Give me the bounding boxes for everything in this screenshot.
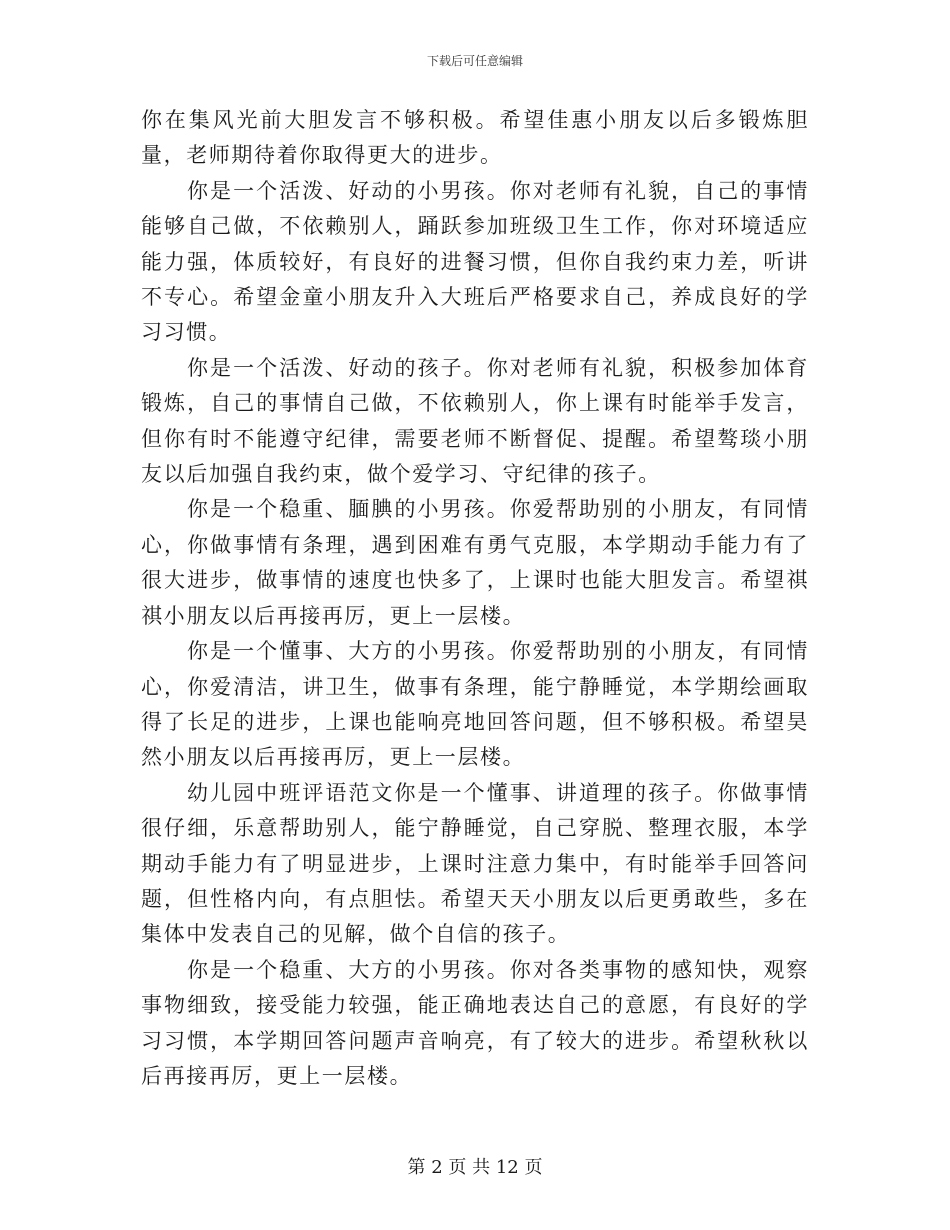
paragraph: 你是一个稳重、大方的小男孩。你对各类事物的感知快，观察事物细致，接受能力较强，能正确地表达自己的意愿，有良好的学习习惯，本学期回答问题声音响亮，有了较大的进步。希望秋秋以后再接再厉，更上一层楼。 [141,957,809,1088]
page-header: 下载后可任意编辑 [426,54,523,68]
paragraph: 你是一个活泼、好动的孩子。你对老师有礼貌，积极参加体育锻炼，自己的事情自己做，不依赖别人，你上课有时能举手发言，但你有时不能遵守纪律，需要老师不断督促、提醒。希望骜琰小朋友以后加强自我约束，做个爱学习、守纪律的孩子。 [141,355,809,487]
document-body [141,103,809,1094]
paragraph-continued: 你在集风光前大胆发言不够积极。希望佳惠小朋友以后多锻炼胆量，老师期待着你取得更大的进步。 [141,108,809,168]
paragraph: 你是一个活泼、好动的小男孩。你对老师有礼貌，自己的事情能够自己做，不依赖别人，踊跃参加班级卫生工作，你对环境适应能力强，体质较好，有良好的进餐习惯，但你自我约束力差，听讲不专心。希望金童小朋友升入大班后严格要求自己，养成良好的学习习惯。 [141,178,809,345]
paragraph: 幼儿园中班评语范文你是一个懂事、讲道理的孩子。你做事情很仔细，乐意帮助别人，能宁静睡觉，自己穿脱、整理衣服，本学期动手能力有了明显进步，上课时注意力集中，有时能举手回答问题，但性格内向，有点胆怯。希望天天小朋友以后更勇敢些，多在集体中发表自己的见解，做个自信的孩子。 [141,780,809,947]
paragraph: 你是一个稳重、腼腆的小男孩。你爱帮助别的小朋友，有同情心，你做事情有条理，遇到困难有勇气克服，本学期动手能力有了很大进步，做事情的速度也快多了，上课时也能大胆发言。希望祺祺小朋友以后再接再厉，更上一层楼。 [141,497,809,628]
page-footer: 第 2 页 共 12 页 [407,1157,543,1178]
paragraph: 你是一个懂事、大方的小男孩。你爱帮助别的小朋友，有同情心，你爱清洁，讲卫生，做事有条理，能宁静睡觉，本学期绘画取得了长足的进步，上课也能响亮地回答问题，但不够积极。希望昊然小朋友以后再接再厉，更上一层楼。 [141,639,809,770]
